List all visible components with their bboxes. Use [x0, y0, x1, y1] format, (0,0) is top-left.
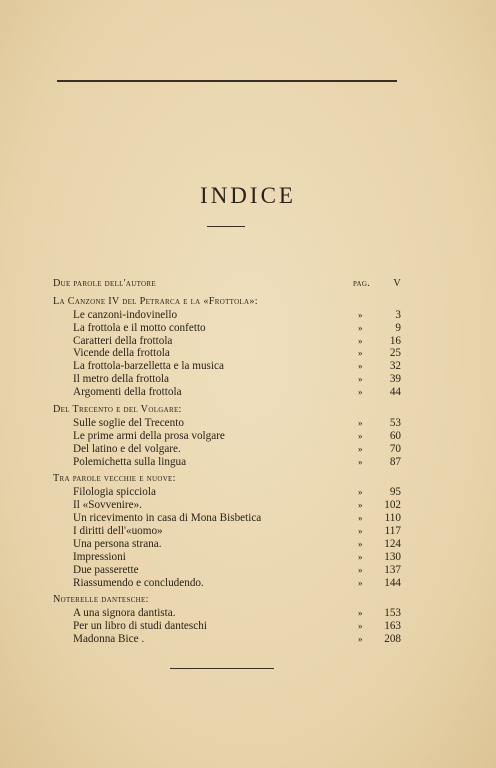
- toc-entry: [53, 564, 401, 577]
- toc-entry-page: 87: [389, 455, 401, 468]
- toc-entry-title: La frottola e il motto confetto: [73, 321, 206, 334]
- toc-entry: [53, 360, 401, 373]
- toc-entry-title: Impressioni: [73, 550, 126, 563]
- toc-entry-page: 130: [384, 550, 401, 563]
- toc-entry-title: Due passerette: [73, 563, 139, 576]
- intro-row: [53, 278, 401, 291]
- toc-entry: [53, 335, 401, 348]
- guillemet-icon: »: [358, 577, 363, 588]
- toc-entry-page: 16: [389, 334, 401, 347]
- toc-entry-title: Per un libro di studi danteschi: [73, 620, 207, 633]
- toc-entry: [53, 443, 401, 456]
- toc-entry-title: Del latino e del volgare.: [73, 442, 181, 455]
- toc-entry-page: 70: [389, 442, 401, 455]
- toc-entry-page: 153: [384, 607, 401, 620]
- toc-entry-page: 44: [389, 386, 401, 399]
- toc-entry: [53, 430, 401, 443]
- toc-entry-page: 25: [389, 347, 401, 360]
- bottom-rule: [170, 668, 274, 669]
- toc-entry-page: 32: [389, 360, 401, 373]
- section-heading-text: Tra parole vecchie e nuove:: [53, 473, 176, 485]
- toc-entry: [53, 417, 401, 430]
- toc-entry-title: Il metro della frottola: [73, 373, 169, 386]
- toc-entry-page: 137: [384, 563, 401, 576]
- guillemet-icon: »: [358, 634, 363, 645]
- toc-entry-title: Un ricevimento in casa di Mona Bisbetica: [73, 512, 262, 525]
- toc-entry-title: Sulle soglie del Trecento: [73, 416, 184, 429]
- guillemet-icon: »: [358, 348, 363, 359]
- guillemet-icon: »: [358, 538, 363, 549]
- toc-entry: [53, 386, 401, 399]
- toc-entry-title: Le prime armi della prosa volgare: [73, 429, 225, 442]
- toc-entry-page: 53: [389, 416, 401, 429]
- guillemet-icon: »: [358, 335, 363, 346]
- toc-entry-title: La frottola-barzelletta e la musica: [73, 360, 224, 373]
- toc-entry-title: Madonna Bice .: [73, 633, 145, 646]
- toc-entry-page: 163: [384, 620, 401, 633]
- toc-entry-title: Una persona strana.: [73, 537, 162, 550]
- table-of-contents: [53, 278, 401, 646]
- guillemet-icon: »: [358, 500, 363, 511]
- toc-entry: [53, 347, 401, 360]
- toc-entry-title: Polemichetta sulla lingua: [73, 455, 187, 468]
- toc-entry: [53, 456, 401, 469]
- guillemet-icon: »: [358, 564, 363, 575]
- toc-entry-title: Vicende della frottola: [73, 347, 170, 360]
- toc-entry-page: 124: [384, 537, 401, 550]
- guillemet-icon: »: [358, 513, 363, 524]
- section-heading: [53, 594, 401, 607]
- toc-entry: [53, 512, 401, 525]
- section-heading: [53, 473, 401, 486]
- toc-entry: [53, 620, 401, 633]
- guillemet-icon: »: [358, 608, 363, 619]
- toc-entry: [53, 633, 401, 646]
- guillemet-icon: »: [358, 309, 363, 320]
- toc-entry-title: I diritti dell'«uomo»: [73, 525, 163, 538]
- toc-entry: [53, 322, 401, 335]
- top-rule: [57, 80, 397, 82]
- toc-entry-title: Argomenti della frottola: [73, 386, 182, 399]
- toc-entry-page: 144: [384, 576, 401, 589]
- guillemet-icon: »: [358, 387, 363, 398]
- section-heading: [53, 404, 401, 417]
- toc-entry-title: Filologia spicciola: [73, 486, 156, 499]
- toc-entry: [53, 577, 401, 590]
- toc-entry: [53, 499, 401, 512]
- section-heading-text: Noterelle dantesche:: [53, 594, 149, 606]
- toc-entry: [53, 309, 401, 322]
- toc-entry: [53, 538, 401, 551]
- toc-entry-title: Il «Sovvenire».: [73, 499, 142, 512]
- toc-entry: [53, 373, 401, 386]
- guillemet-icon: »: [358, 361, 363, 372]
- toc-entry-title: Caratteri della frottola: [73, 334, 173, 347]
- toc-entry-page: 3: [395, 308, 401, 321]
- guillemet-icon: »: [358, 443, 363, 454]
- page-title: INDICE: [200, 183, 296, 208]
- title-rule: [207, 226, 245, 227]
- guillemet-icon: »: [358, 322, 363, 333]
- guillemet-icon: »: [358, 430, 363, 441]
- toc-entry-page: 95: [389, 486, 401, 499]
- toc-entry: [53, 551, 401, 564]
- guillemet-icon: »: [358, 526, 363, 537]
- guillemet-icon: »: [358, 621, 363, 632]
- toc-entry-page: 39: [389, 373, 401, 386]
- toc-entry: [53, 607, 401, 620]
- toc-entry-page: 9: [395, 321, 401, 334]
- intro-label: Due parole dell'autore: [53, 278, 156, 289]
- guillemet-icon: »: [358, 417, 363, 428]
- guillemet-icon: »: [358, 374, 363, 385]
- pag-label: pag.: [353, 278, 371, 289]
- toc-entry-page: 117: [384, 525, 401, 538]
- section-heading: [53, 296, 401, 309]
- toc-entry-page: 60: [389, 429, 401, 442]
- guillemet-icon: »: [358, 551, 363, 562]
- toc-entry-title: Riassumendo e concludendo.: [73, 576, 204, 589]
- toc-entry-page: 208: [384, 633, 401, 646]
- toc-entry-title: Le canzoni-indovinello: [73, 308, 178, 321]
- toc-entry-page: 110: [384, 512, 401, 525]
- section-heading-text: Del Trecento e del Volgare:: [53, 404, 182, 416]
- guillemet-icon: »: [358, 487, 363, 498]
- toc-entry-title: A una signora dantista.: [73, 607, 176, 620]
- guillemet-icon: »: [358, 456, 363, 467]
- intro-page: V: [393, 278, 401, 289]
- section-heading-text: La Canzone IV del Petrarca e la «Frottola»:: [53, 295, 258, 307]
- toc-entry: [53, 525, 401, 538]
- toc-entry: [53, 486, 401, 499]
- toc-entry-page: 102: [384, 499, 401, 512]
